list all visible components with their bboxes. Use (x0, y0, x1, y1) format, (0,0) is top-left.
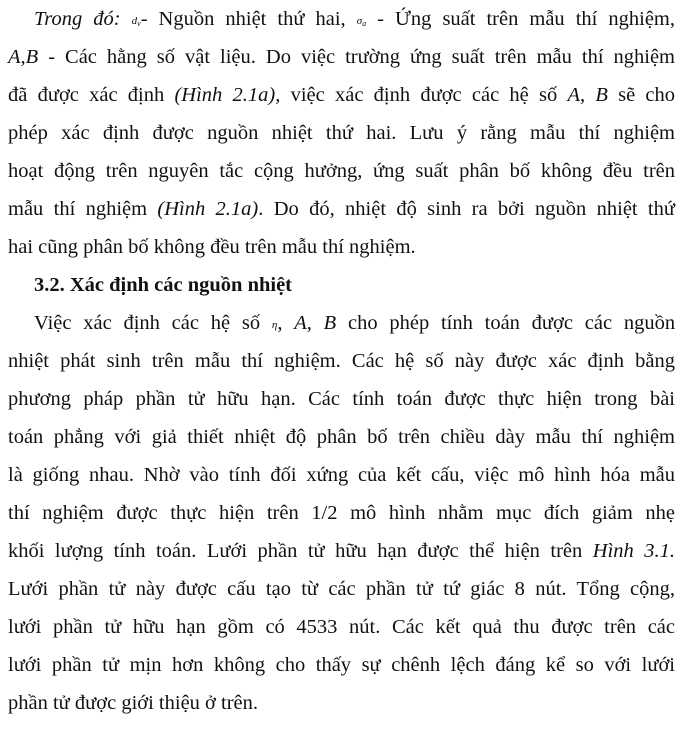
text: , việc xác định được các hệ số (275, 84, 558, 106)
italic-label: Trong đó: (34, 8, 121, 30)
paragraph-line: toán phẳng với giả thiết nhiệt độ phân bố trên chiều dày mẫu thí nghiệm (8, 426, 675, 448)
italic-symbol: B (323, 312, 337, 334)
text: - Nguồn nhiệt thứ hai, (140, 8, 346, 30)
text: - Ứng suất trên mẫu thí nghiệm, (377, 8, 675, 30)
paragraph-line (34, 6, 675, 32)
text: sẽ cho (618, 84, 676, 106)
italic-symbol: A (567, 84, 580, 106)
paragraph-line: hoạt động trên nguyên tắc cộng hưởng, ứng suất phân bố không đều trên (8, 160, 675, 182)
text: . Do đó, nhiệt độ sinh ra bởi nguồn nhiệt thứ (258, 198, 675, 220)
paragraph-line (8, 538, 675, 564)
text: khối lượng tính toán. Lưới phần tử hữu hạn được thể hiện trên (8, 540, 583, 562)
symbol-eta: η (271, 319, 278, 331)
text: - Các hằng số vật liệu. Do việc trường ứng suất trên mẫu thí nghiệm (48, 46, 676, 68)
paragraph-line (8, 82, 675, 108)
text: cho phép tính toán được các nguồn (347, 312, 676, 334)
text: , (277, 312, 283, 334)
paragraph-line: Lưới phần tử này được cấu tạo từ các phần tử tứ giác 8 nút. Tổng cộng, (8, 578, 675, 600)
paragraph-line (8, 44, 675, 70)
text: , (306, 312, 312, 334)
symbol-dv: $d_v$ (131, 15, 141, 28)
text: , (579, 84, 586, 106)
symbol-sigma-a: $\sigma_a$ (356, 15, 367, 28)
paragraph-line: lưới phần tử hữu hạn gồm có 4533 nút. Các kết quả thu được trên các (8, 616, 675, 638)
paragraph-line (34, 310, 675, 336)
text: đã được xác định (8, 84, 165, 106)
italic-symbol: B (595, 84, 608, 106)
paragraph-line: nhiệt phát sinh trên mẫu thí nghiệm. Các hệ số này được xác định bằng (8, 350, 675, 372)
paragraph-line: là giống nhau. Nhờ vào tính đối xứng của kết cấu, việc mô hình hóa mẫu (8, 464, 675, 486)
italic-symbol: A,B (8, 46, 39, 68)
paragraph-line: lưới phần tử mịn hơn không cho thấy sự chênh lệch đáng kể so với lưới (8, 654, 675, 676)
text: Việc xác định các hệ số (34, 312, 261, 334)
paragraph-line (8, 196, 675, 222)
italic-symbol: A (294, 312, 307, 334)
paragraph-line: thí nghiệm được thực hiện trên 1/2 mô hình nhằm mục đích giảm nhẹ (8, 502, 675, 524)
paragraph-line: phương pháp phần tử hữu hạn. Các tính toán được thực hiện trong bài (8, 388, 675, 410)
paragraph-line: phần tử được giới thiệu ở trên. (8, 692, 259, 714)
text: mẫu thí nghiệm (8, 198, 148, 220)
figure-reference: (Hình 2.1a) (174, 84, 276, 106)
section-heading: 3.2. Xác định các nguồn nhiệt (34, 274, 293, 296)
paragraph-line: hai cũng phân bố không đều trên mẫu thí nghiệm. (8, 236, 416, 258)
figure-reference: Hình 3.1. (592, 540, 676, 562)
paragraph-line: phép xác định được nguồn nhiệt thứ hai. Lưu ý rằng mẫu thí nghiệm (8, 122, 675, 144)
figure-reference: (Hình 2.1a) (157, 198, 259, 220)
